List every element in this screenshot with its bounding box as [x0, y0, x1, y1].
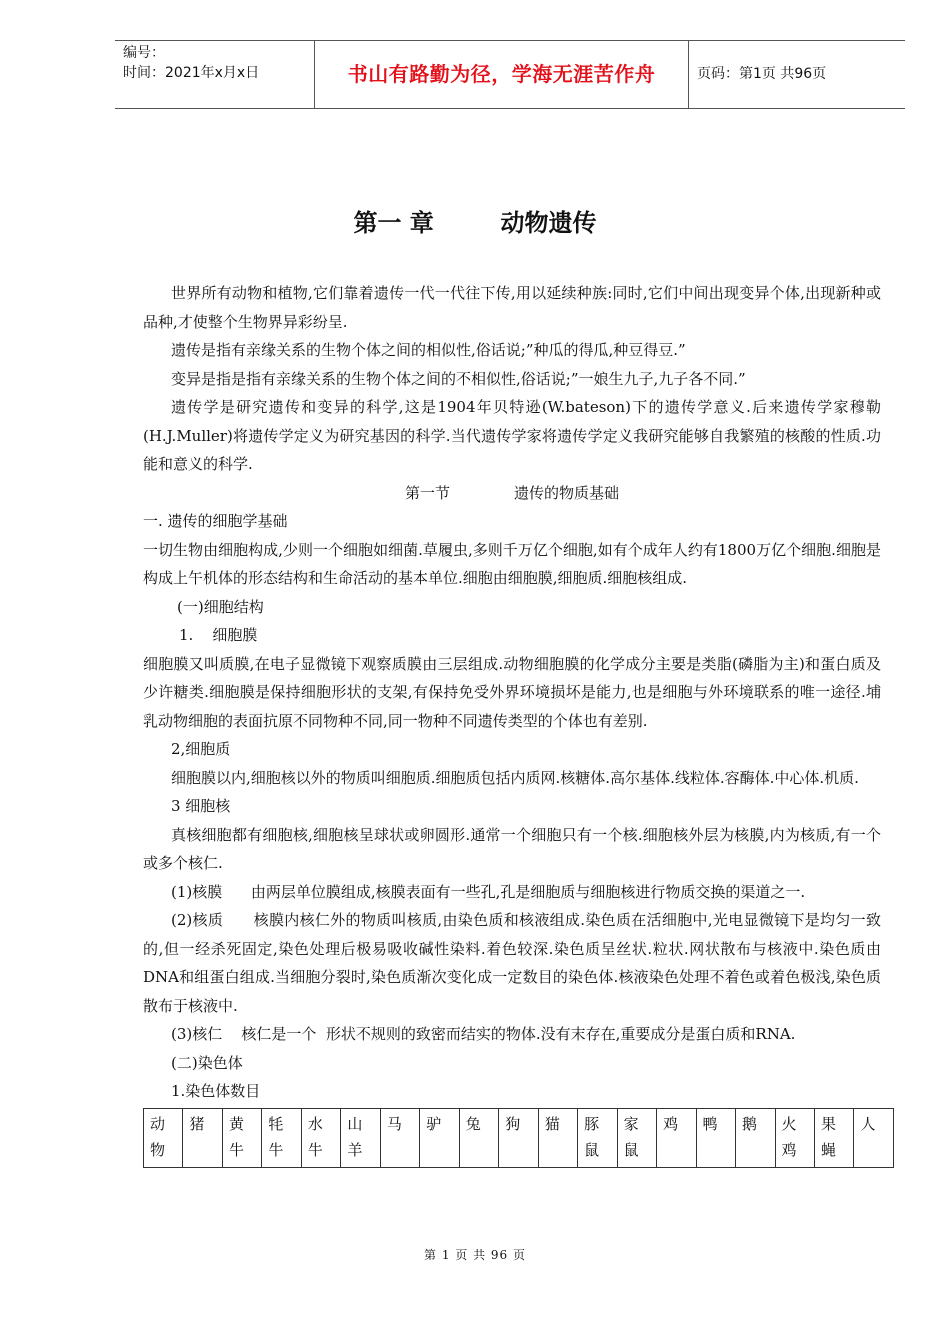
table-cell: 火鸡 [775, 1108, 814, 1167]
section-heading [143, 479, 881, 508]
table-cell: 鸭 [696, 1108, 735, 1167]
table-cell: 牦牛 [262, 1108, 301, 1167]
body-paragraph: 细胞膜又叫质膜,在电子显微镜下观察质膜由三层组成.动物细胞膜的化学成分主要是类脂(磷脂为主)和蛋白质及少许糖类.细胞膜是保持细胞形状的支架,有保持免受外界环境损坏是能力,也是细胞与外环境联系的唯一途径.埔乳动物细胞的表面抗原不同物种不同,同一物种不同遗传类型的个体也有差别. [143, 654, 881, 730]
table-cell: 黄牛 [222, 1108, 261, 1167]
table-cell: 兔 [459, 1108, 498, 1167]
table-cell: 驴 [420, 1108, 459, 1167]
section-name: 遗传的物质基础 [514, 483, 620, 502]
header-motto: 书山有路勤为径，学海无涯苦作舟 [315, 41, 689, 108]
item-heading: 2,细胞质 [171, 740, 231, 758]
document-body [143, 279, 881, 1168]
header-page-info: 页码：第1页 共96页 [697, 66, 827, 82]
table-cell: 果蝇 [814, 1108, 853, 1167]
chapter-title [0, 203, 950, 238]
document-time-label: 时间：2021年x月x日 [123, 65, 260, 81]
table-cell: 动物 [144, 1108, 183, 1167]
chromosome-table [143, 1108, 894, 1168]
section-number: 第一节 [404, 483, 450, 502]
item-heading: 1.染色体数目 [171, 1082, 261, 1100]
table-cell: 豚鼠 [578, 1108, 617, 1167]
body-paragraph: (2)核质 核膜内核仁外的物质叫核质,由染色质和核液组成.染色质在活细胞中,光电显微镜下是均匀一致的,但一经杀死固定,染色处理后极易吸收碱性染料.着色较深.染色质呈丝状.粒状.网状散布与核液中.染色质由DNA和组蛋白组成.当细胞分裂时,染色质渐次变化成一定数目的染色体.核液染色处理不着色或着色极浅,染色质散布于核液中. [143, 911, 881, 1015]
subsection-heading: (一)细胞结构 [177, 597, 264, 616]
intro-paragraph: 变异是指是指有亲缘关系的生物个体之间的不相似性,俗话说;”一娘生九子,九子各不同.” [171, 369, 746, 388]
chapter-name: 动物遗传 [500, 209, 597, 237]
item-heading: 1. 细胞膜 [179, 626, 258, 644]
table-row [144, 1108, 894, 1167]
intro-paragraph: 遗传是指有亲缘关系的生物个体之间的相似性,俗话说;”种瓜的得瓜,种豆得豆.” [171, 341, 686, 359]
table-cell: 马 [380, 1108, 419, 1167]
body-paragraph: 细胞膜以内,细胞核以外的物质叫细胞质.细胞质包括内质网.核糖体.高尔基体.线粒体.容酶体.中心体.机质. [171, 768, 859, 787]
table-cell: 水牛 [301, 1108, 340, 1167]
header-meta [115, 41, 315, 108]
table-cell: 家鼠 [617, 1108, 656, 1167]
table-cell: 猫 [538, 1108, 577, 1167]
table-cell: 鸡 [657, 1108, 696, 1167]
body-paragraph: 真核细胞都有细胞核,细胞核呈球状或卵圆形.通常一个细胞只有一个核.细胞核外层为核膜,内为核质,有一个或多个核仁. [143, 825, 881, 872]
table-cell: 人 [854, 1108, 894, 1167]
subsection-heading: (二)染色体 [171, 1053, 243, 1072]
body-paragraph: (1)核膜 由两层单位膜组成,核膜表面有一些孔,孔是细胞质与细胞核进行物质交换的渠道之一. [171, 882, 806, 901]
page-footer: 第 1 页 共 96 页 [424, 1248, 526, 1262]
table-cell: 鹅 [736, 1108, 775, 1167]
table-cell: 猪 [183, 1108, 222, 1167]
body-paragraph: 一切生物由细胞构成,少则一个细胞如细菌.草履虫,多则千万亿个细胞,如有个成年人约有1800万亿个细胞.细胞是构成上午机体的形态结构和生命活动的基本单位.细胞由细胞膜,细胞质.细胞核组成. [143, 540, 881, 587]
part-heading: 一. 遗传的细胞学基础 [143, 512, 288, 530]
table-cell: 狗 [499, 1108, 538, 1167]
item-heading: 3 细胞核 [171, 797, 231, 815]
page-header [115, 40, 905, 109]
chapter-number: 第一 章 [353, 209, 434, 237]
table-cell: 山羊 [341, 1108, 380, 1167]
intro-paragraph: 遗传学是研究遗传和变异的科学,这是1904年贝特逊(W.bateson)下的遗传学意义.后来遗传学家穆勒(H.J.Muller)将遗传学定义为研究基因的科学.当代遗传学家将遗传学定义我研究能够自我繁殖的核酸的性质.功能和意义的科学. [143, 398, 881, 473]
body-paragraph: (3)核仁 核仁是一个 形状不规则的致密而结实的物体.没有末存在,重要成分是蛋白质和RNA. [171, 1025, 796, 1043]
document-number-label: 编号： [123, 45, 165, 61]
intro-paragraph: 世界所有动物和植物,它们靠着遗传一代一代往下传,用以延续种族:同时,它们中间出现变异个体,出现新种或品种,才使整个生物界异彩纷呈. [143, 284, 881, 331]
